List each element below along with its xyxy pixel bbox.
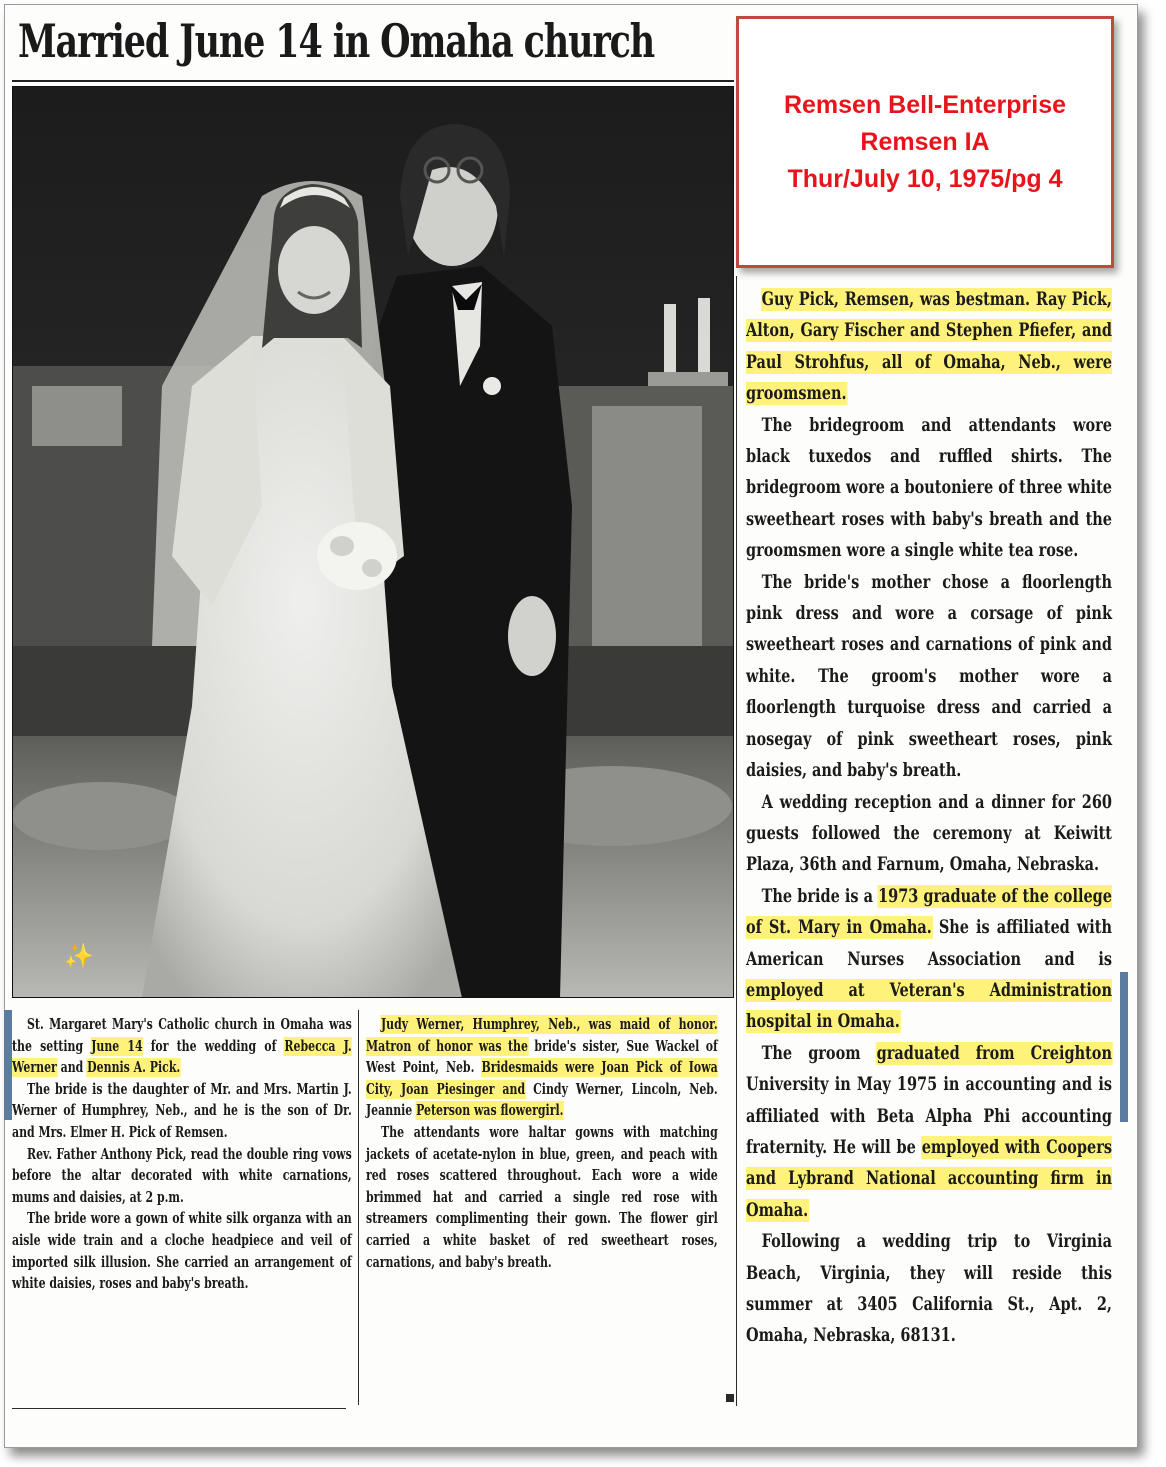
paragraph-ceremony: St. Margaret Mary's Catholic church in Omaha was the setting June 14 for the wedding of Rebecca J. Werner and Dennis A. Pick. — [12, 1016, 352, 1077]
article-column-left — [12, 1014, 352, 1295]
headline-rule — [12, 80, 734, 82]
paragraph-bridal-party: Judy Werner, Humphrey, Neb., was maid of honor. Matron of honor was the bride's sister, Sue Wackel of West Point, Neb. Bridesmaids were Joan Pick of Iowa City, Joan Piesinger and Cindy Werner, Lincoln, Neb. Jeannie Peterson was flowergirl. — [366, 1016, 718, 1120]
bottom-rule — [12, 1408, 346, 1409]
column-rule-2 — [736, 276, 737, 1406]
wedding-photo — [12, 86, 734, 998]
source-newspaper: Remsen Bell-Enterprise — [783, 90, 1067, 119]
paragraph-mothers: The bride's mother chose a floorlength pink dress and wore a corsage of pink sweetheart roses and carnations of pink and white. The groom's mother wore a floorlength turquoise dress and carried a nosegay of pink sweetheart roses, pink daisies, and baby's breath. — [746, 571, 1112, 782]
paragraph-officiant: Rev. Father Anthony Pick, read the double ring vows before the altar decorated with white carnations, mums and daisies, at 2 p.m. — [12, 1145, 352, 1206]
column-rule-1 — [358, 1010, 359, 1405]
headline: Married June 14 in Omaha church — [18, 14, 655, 68]
paragraph-bride-gown: The bride wore a gown of white silk organza with an aisle wide train and a cloche headpiece and veil of imported silk illusion. She carried an arrangement of white daisies, roses and baby's breath. — [12, 1210, 352, 1293]
source-citation-box — [736, 16, 1114, 268]
paragraph-bride-education: The bride is a 1973 graduate of the college of St. Mary in Omaha. She is affiliated with American Nurses Association and is employed at Veteran's Administration hospital in Omaha. — [746, 885, 1112, 1033]
paragraph-attire: The bridegroom and attendants wore black tuxedos and ruffled shirts. The bridegroom wore a boutoniere of three white sweetheart roses with baby's breath and the groomsmen wore a single white tea rose. — [746, 414, 1112, 562]
left-edge-tab — [4, 1010, 12, 1120]
paragraph-attendant-gowns: The attendants wore haltar gowns with matching jackets of acetate-nylon in blue, green, and peach with red roses scattered throughout. Each wore a wide brimmed hat and carried a single red rose with streamers complimenting their gown. The flower girl carried a white basket of red sweetheart roses, carnations, and baby's breath. — [366, 1123, 718, 1271]
wedding-photo-drawing — [12, 86, 734, 998]
paragraph-groom-education: The groom graduated from Creighton University in May 1975 in accounting and is affiliated with Beta Alpha Phi accounting fraternity. He will be employed with Coopers and Lybrand National accounting firm in Omaha. — [746, 1042, 1112, 1221]
paragraph-parents: The bride is the daughter of Mr. and Mrs. Martin J. Werner of Humphrey, Neb., and he is the son of Dr. and Mrs. Elmer H. Pick of Remsen. — [12, 1080, 352, 1141]
source-date-page: Thur/July 10, 1975/pg 4 — [787, 164, 1063, 193]
magic-wand-icon: ✨ — [64, 942, 94, 970]
source-location: Remsen IA — [860, 127, 990, 156]
article-column-right — [746, 284, 1112, 1352]
paragraph-attendants-men: Guy Pick, Remsen, was bestman. Ray Pick, Alton, Gary Fischer and Stephen Pfiefer, and Paul Strohfus, all of Omaha, Neb., were groomsmen. — [746, 289, 1112, 405]
paragraph-reception: A wedding reception and a dinner for 260 guests followed the ceremony at Keiwitt Plaza, 36th and Farnum, Omaha, Nebraska. — [746, 791, 1112, 876]
end-of-article-mark — [726, 1394, 734, 1402]
paragraph-residence: Following a wedding trip to Virginia Beach, Virginia, they will reside this summer at 3405 California St., Apt. 2, Omaha, Nebraska, 68131. — [746, 1231, 1112, 1347]
article-column-middle — [366, 1014, 718, 1273]
right-edge-tab — [1120, 972, 1128, 1122]
